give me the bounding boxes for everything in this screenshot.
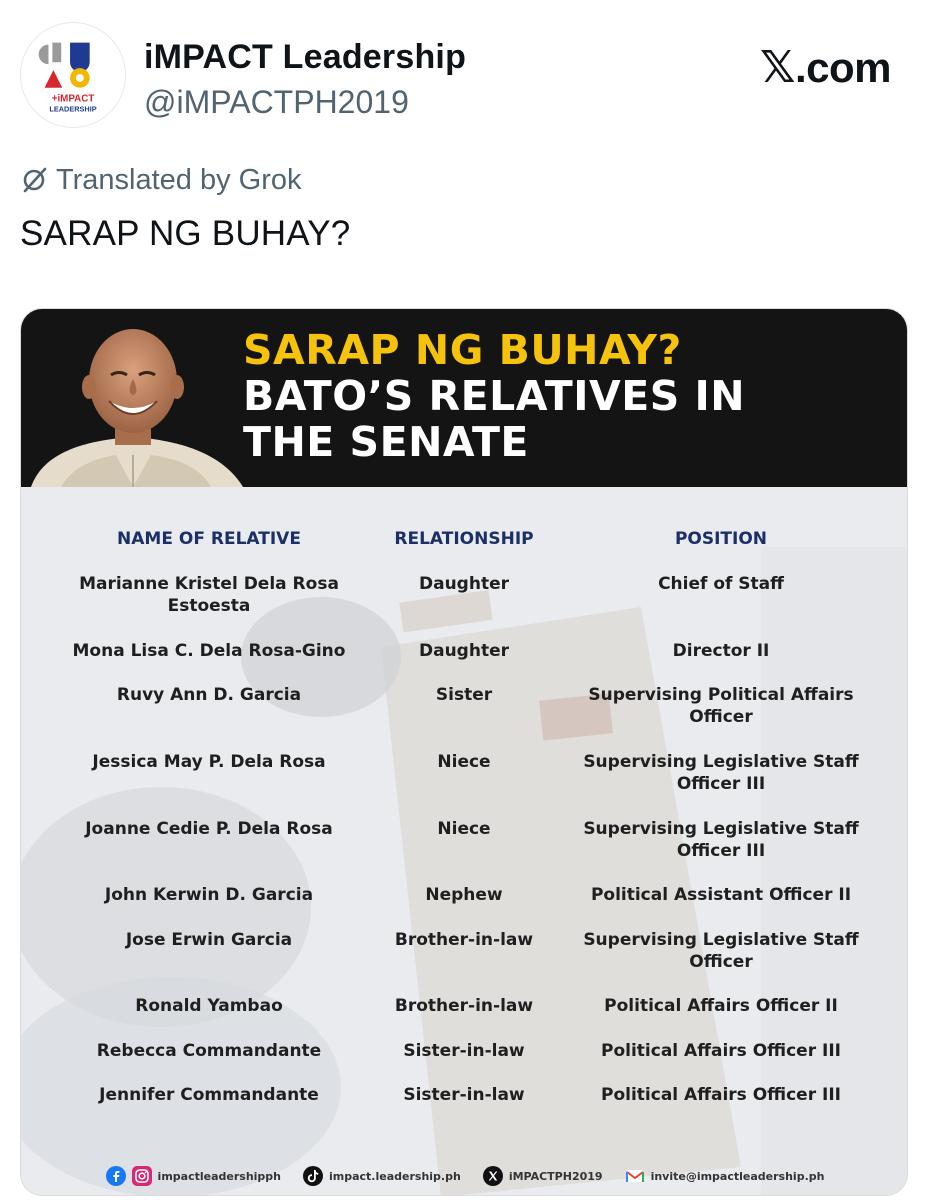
relative-name: Marianne Kristel Dela Rosa Estoesta bbox=[79, 574, 339, 616]
x-logo-icon: 𝕏 bbox=[760, 43, 795, 92]
relative-name: Jennifer Commandante bbox=[99, 1085, 319, 1105]
logo-line1: +iMPACT bbox=[51, 93, 95, 105]
column-header-position: POSITION bbox=[674, 529, 768, 549]
relative-name: Joanne Cedie P. Dela Rosa bbox=[85, 819, 333, 839]
avatar[interactable] bbox=[20, 22, 126, 128]
relatives-table bbox=[21, 487, 908, 1137]
x-com-suffix: .com bbox=[794, 44, 891, 91]
graphic-footer bbox=[21, 1161, 908, 1191]
translated-by-grok[interactable] bbox=[20, 160, 302, 200]
relative-position: Director II bbox=[672, 641, 770, 661]
relative-position: Supervising Legislative Staff Officer bbox=[583, 930, 859, 972]
headline-line2: BATO’S RELATIVES IN bbox=[243, 372, 746, 420]
footer-facebook-handle: impactleadershipph bbox=[157, 1169, 281, 1183]
x-com-logo[interactable] bbox=[760, 42, 891, 93]
footer-tiktok-handle: impact.leadership.ph bbox=[329, 1169, 461, 1183]
x-icon bbox=[483, 1166, 503, 1186]
gmail-icon bbox=[625, 1166, 645, 1186]
impact-logo bbox=[21, 23, 125, 127]
relative-name: Jessica May P. Dela Rosa bbox=[92, 752, 326, 772]
relative-name: Rebecca Commandante bbox=[96, 1041, 322, 1061]
relative-relationship: Brother-in-law bbox=[394, 996, 534, 1016]
tweet-media-image[interactable] bbox=[20, 308, 908, 1196]
relative-relationship: Daughter bbox=[419, 641, 509, 661]
relative-position: Chief of Staff bbox=[658, 574, 784, 594]
translated-label: Translated by Grok bbox=[56, 163, 302, 196]
relative-name: Ruvy Ann D. Garcia bbox=[116, 685, 302, 705]
relative-relationship: Niece bbox=[437, 819, 491, 839]
relative-name: Jose Erwin Garcia bbox=[125, 930, 293, 950]
relative-position: Political Affairs Officer III bbox=[601, 1041, 841, 1061]
relative-position: Supervising Legislative Staff Officer III bbox=[583, 819, 859, 861]
footer-x-handle: iMPACTPH2019 bbox=[508, 1169, 603, 1183]
footer-facebook-instagram bbox=[106, 1166, 281, 1186]
graphic-headline bbox=[243, 327, 745, 465]
relative-relationship: Niece bbox=[437, 752, 491, 772]
relative-relationship: Daughter bbox=[419, 574, 509, 594]
footer-tiktok bbox=[303, 1166, 461, 1186]
relative-name: John Kerwin D. Garcia bbox=[104, 885, 314, 905]
headline-line1: SARAP NG BUHAY? bbox=[243, 326, 682, 374]
footer-email-address: invite@impactleadership.ph bbox=[650, 1169, 825, 1183]
column-header-relationship: RELATIONSHIP bbox=[394, 529, 534, 549]
display-name[interactable]: iMPACT Leadership bbox=[144, 38, 467, 76]
relative-name: Ronald Yambao bbox=[135, 996, 283, 1016]
relative-position: Political Assistant Officer II bbox=[590, 885, 852, 905]
relative-relationship: Nephew bbox=[425, 885, 503, 905]
headline-line3: THE SENATE bbox=[243, 418, 529, 466]
footer-x bbox=[483, 1166, 603, 1186]
relative-position: Political Affairs Officer III bbox=[601, 1085, 841, 1105]
footer-email bbox=[625, 1166, 825, 1186]
facebook-icon bbox=[106, 1166, 126, 1186]
instagram-icon bbox=[132, 1166, 152, 1186]
column-header-name: NAME OF RELATIVE bbox=[117, 529, 301, 549]
user-handle[interactable]: @iMPACTPH2019 bbox=[144, 84, 409, 120]
tweet-text: SARAP NG BUHAY? bbox=[20, 214, 351, 253]
relative-relationship: Brother-in-law bbox=[394, 930, 534, 950]
relative-position: Supervising Political Affairs Officer bbox=[588, 685, 854, 727]
relative-name: Mona Lisa C. Dela Rosa-Gino bbox=[72, 641, 346, 661]
relative-relationship: Sister-in-law bbox=[403, 1041, 525, 1061]
tweet-header bbox=[20, 22, 907, 132]
grok-icon bbox=[20, 166, 48, 194]
tiktok-icon bbox=[303, 1166, 323, 1186]
relative-position: Supervising Legislative Staff Officer III bbox=[583, 752, 859, 794]
senator-portrait bbox=[21, 309, 249, 487]
relative-position: Political Affairs Officer II bbox=[604, 996, 838, 1016]
relative-relationship: Sister-in-law bbox=[403, 1085, 525, 1105]
relative-relationship: Sister bbox=[435, 685, 493, 705]
logo-line2: LEADERSHIP bbox=[49, 104, 97, 114]
